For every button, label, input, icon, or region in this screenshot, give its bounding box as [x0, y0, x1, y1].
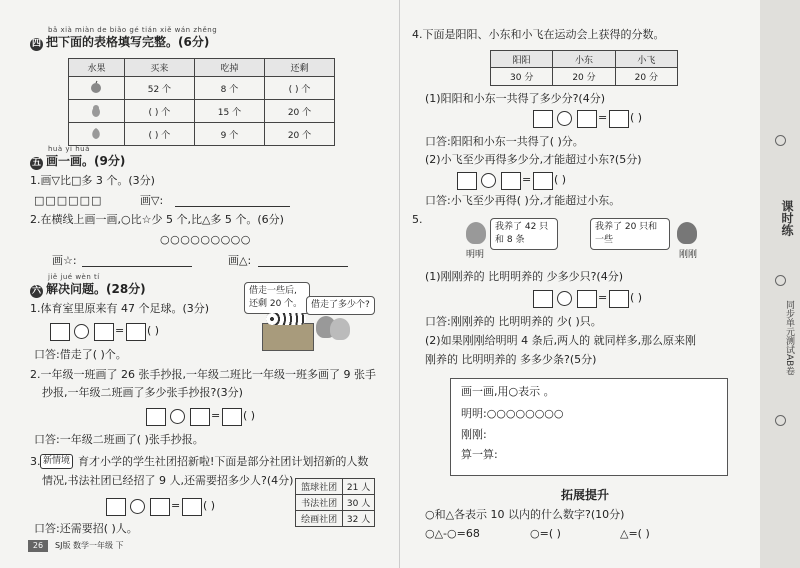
mingming-circles: 明明:○○○○○○○○: [461, 407, 564, 420]
table-cell: 20 分: [553, 68, 615, 86]
table-cell: ( ) 个: [264, 77, 334, 100]
problem2-line1: 2.一年级一班画了 26 张手抄报,一年级二班比一年级一班多画了 9 张手: [30, 368, 376, 381]
speech-bubble: 借走一些后,还剩 20 个。: [244, 282, 310, 314]
answer-box[interactable]: [222, 408, 242, 426]
operator-circle[interactable]: [481, 173, 496, 188]
answer-box[interactable]: [533, 172, 553, 190]
speech-bubble: 我养了 20 只和一些: [590, 218, 670, 250]
operator-circle[interactable]: [557, 111, 572, 126]
ganggang-illustration: [677, 222, 697, 244]
answer-box[interactable]: [182, 498, 202, 516]
mingming-label: 明明: [466, 250, 485, 260]
club-name: 篮球社团: [296, 479, 343, 495]
table-header: 小飞: [615, 51, 677, 68]
draw-instruction: 画一画,用○表示 。: [461, 385, 555, 398]
operator-circle[interactable]: [170, 409, 185, 424]
problem2-line2: 抄报,一年级二班画了多少张手抄报?(3分): [42, 386, 243, 399]
unit-paren: ( ): [147, 324, 160, 337]
answer-box[interactable]: [94, 323, 114, 341]
binding-hole-icon: [775, 275, 786, 286]
table-header: 还剩: [264, 59, 334, 77]
draw-q2: 2.在横线上画一画,○比☆少 5 个,比△多 5 个。(6分): [30, 213, 284, 226]
q4-part1-answer: 口答:阳阳和小东一共得了( )分。: [425, 135, 584, 148]
table-cell: 52 个: [124, 77, 194, 100]
ball-crate-illustration: [262, 323, 314, 351]
table-cell: 15 个: [194, 100, 264, 123]
draw-q2-tri-label: 画△:: [228, 254, 252, 267]
section6-title: 解决问题。(28分): [46, 282, 146, 296]
new-scenario-tag: 新情境: [40, 454, 73, 469]
page-number: 26: [28, 540, 48, 552]
draw-q1-squares: □□□□□□: [34, 194, 103, 207]
problem2-answer: 口答:一年级二班画了( )张手抄报。: [34, 433, 204, 446]
answer-box[interactable]: [146, 408, 166, 426]
club-count: 21 人: [343, 479, 375, 495]
answer-box[interactable]: [190, 408, 210, 426]
series-subtitle: 同步单元测试AB卷: [784, 300, 794, 376]
table-cell: 8 个: [194, 77, 264, 100]
series-title: 课时练: [780, 200, 794, 236]
problem3-number: 3.: [30, 455, 41, 468]
triangle-answer: △=( ): [620, 527, 650, 540]
answer-box[interactable]: [106, 498, 126, 516]
club-name: 书法社团: [296, 495, 343, 511]
calculate-row: 算一算:: [461, 448, 498, 461]
unit-paren: ( ): [203, 499, 216, 512]
answer-box[interactable]: [577, 290, 597, 308]
draw-q1-label: 画▽:: [140, 194, 164, 207]
answer-box[interactable]: [501, 172, 521, 190]
section4-heading: [30, 35, 209, 51]
q5-number: 5.: [412, 213, 423, 226]
extension-equation: ○△-○=68: [425, 527, 480, 540]
answer-line: [175, 206, 290, 207]
binding-hole-icon: [775, 415, 786, 426]
answer-box[interactable]: [577, 110, 597, 128]
score-table: [490, 50, 678, 86]
mingming-illustration: [466, 222, 486, 244]
page-divider: [399, 0, 400, 568]
section5-number: 五: [31, 158, 41, 168]
club-table: [295, 478, 375, 527]
answer-box[interactable]: [609, 290, 629, 308]
table-header: 阳阳: [491, 51, 553, 68]
q5-part1: (1)刚刚养的 比明明养的 少多少只?(4分): [425, 270, 623, 283]
table-cell: ( ) 个: [124, 100, 194, 123]
table-cell: 30 分: [491, 68, 553, 86]
table-header: 买来: [124, 59, 194, 77]
problem1-answer: 口答:借走了( )个。: [34, 348, 127, 361]
speech-bubble: 我养了 42 只和 8 条: [490, 218, 558, 250]
section4-title: 把下面的表格填写完整。(6分): [46, 35, 210, 49]
fruit-table: [68, 58, 335, 146]
soccer-balls-illustration: [266, 313, 306, 325]
table-cell: 9 个: [194, 123, 264, 146]
table-cell: ( ) 个: [124, 123, 194, 146]
section6-heading: [30, 282, 146, 298]
operator-circle[interactable]: [74, 324, 89, 339]
answer-line: [258, 266, 348, 267]
book-footer: SJ版 数学一年级 下: [55, 541, 124, 550]
section6-pinyin: jiě jué wèn tí: [48, 273, 100, 281]
table-cell: 20 分: [615, 68, 677, 86]
club-count: 32 人: [343, 511, 375, 527]
section5-heading: [30, 154, 125, 170]
extension-title: 拓展提升: [561, 488, 610, 502]
table-cell: 20 个: [264, 100, 334, 123]
draw-q2-circles: ○○○○○○○○○: [160, 233, 251, 246]
extension-question: ○和△各表示 10 以内的什么数字?(10分): [425, 508, 625, 521]
answer-box[interactable]: [533, 110, 553, 128]
q4-part2-answer: 口答:小飞至少再得( )分,才能超过小东。: [425, 194, 621, 207]
circle-answer: ○=( ): [530, 527, 561, 540]
binding-hole-icon: [775, 135, 786, 146]
pear-icon: [69, 100, 125, 123]
answer-box[interactable]: [50, 323, 70, 341]
section4-number: 四: [31, 39, 41, 49]
q4-prompt: 4.下面是阳阳、小东和小飞在运动会上获得的分数。: [412, 28, 665, 41]
unit-paren: ( ): [630, 291, 643, 304]
q4-part2: (2)小飞至少再得多少分,才能超过小东?(5分): [425, 153, 642, 166]
table-header: 吃掉: [194, 59, 264, 77]
section4-pinyin: bǎ xià miàn de biǎo gé tián xiě wán zhěng: [48, 26, 218, 34]
answer-box[interactable]: [533, 290, 553, 308]
q4-part1: (1)阳阳和小东一共得了多少分?(4分): [425, 92, 606, 105]
ganggang-label: 刚刚: [679, 250, 698, 260]
operator-circle[interactable]: [557, 291, 572, 306]
problem3-line2: 情况,书法社团已经招了 9 人,还需要招多少人?(4分): [42, 474, 294, 487]
peach-icon: [69, 123, 125, 146]
answer-box[interactable]: [609, 110, 629, 128]
draw-q2-star-label: 画☆:: [52, 254, 77, 267]
ganggang-row: 刚刚:: [461, 428, 487, 441]
table-cell: 20 个: [264, 123, 334, 146]
club-count: 30 人: [343, 495, 375, 511]
unit-paren: ( ): [243, 409, 256, 422]
problem1: 1.体育室里原来有 47 个足球。(3分): [30, 302, 210, 315]
q5-part2-line2: 刚养的 比明明养的 多多少条?(5分): [425, 353, 597, 366]
unit-paren: ( ): [554, 173, 567, 186]
problem3-answer: 口答:还需要招( )人。: [34, 522, 138, 535]
section5-pinyin: huà yi huà: [48, 145, 90, 153]
club-name: 绘画社团: [296, 511, 343, 527]
operator-circle[interactable]: [130, 499, 145, 514]
answer-box[interactable]: [150, 498, 170, 516]
apple-icon: [69, 77, 125, 100]
answer-box[interactable]: [457, 172, 477, 190]
section5-title: 画一画。(9分): [46, 154, 126, 168]
section6-number: 六: [31, 286, 41, 296]
draw-q1: 1.画▽比□多 3 个。(3分): [30, 174, 155, 187]
q5-part1-answer: 口答:刚刚养的 比明明养的 少( )只。: [425, 315, 602, 328]
problem3-line1: 育才小学的学生社团招新啦!下面是部分社团计划招新的人数: [78, 455, 369, 468]
speech-bubble: 借走了多少个?: [306, 296, 375, 315]
table-header: 小东: [553, 51, 615, 68]
child-illustration: [330, 318, 350, 340]
answer-box[interactable]: [126, 323, 146, 341]
unit-paren: ( ): [630, 111, 643, 124]
table-header: 水果: [69, 59, 125, 77]
answer-line: [82, 266, 192, 267]
q5-part2-line1: (2)如果刚刚给明明 4 条后,两人的 就同样多,那么原来刚: [425, 334, 697, 347]
